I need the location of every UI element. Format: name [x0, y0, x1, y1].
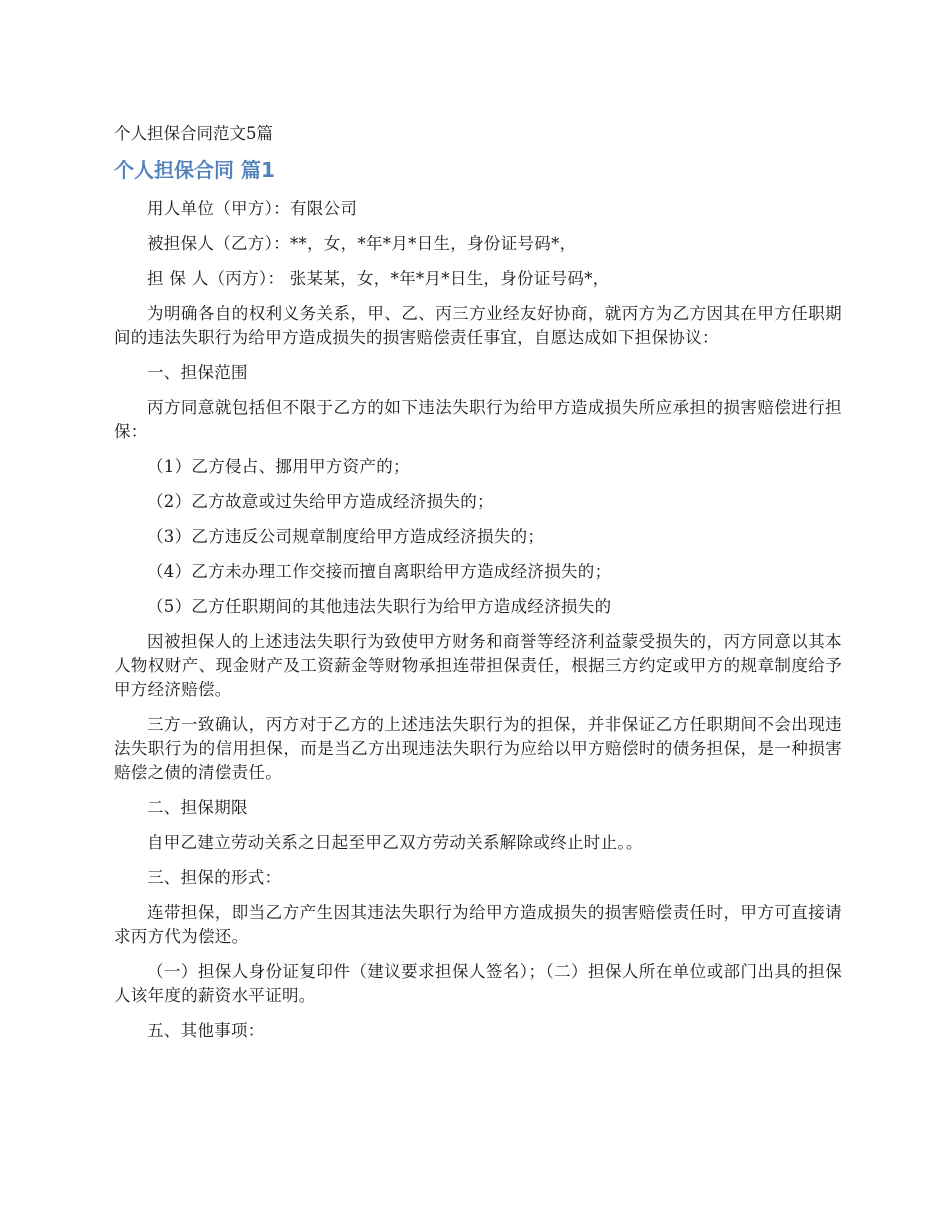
liability-paragraph: 因被担保人的上述违法失职行为致使甲方财务和商誉等经济利益蒙受损失的，丙方同意以其本人物权财产、现金财产及工资薪金等财物承担连带担保责任，根据三方约定或甲方的规章制度给予甲方经济赔偿。 [114, 632, 842, 699]
section-form-heading: 三、担保的形式： [147, 868, 282, 887]
scope-item-4: （4）乙方未办理工作交接而擅自离职给甲方造成经济损失的； [147, 562, 612, 581]
section-scope-heading: 一、担保范围 [147, 363, 248, 382]
employer-line: 用人单位（甲方）：有限公司 [147, 199, 358, 218]
attachments-paragraph: （一）担保人身份证复印件（建议要求担保人签名）；（二）担保人所在单位或部门出具的担保人该年度的薪资水平证明。 [114, 962, 842, 1005]
section-heading: 个人担保合同 篇1 [114, 158, 275, 182]
guaranteed-party-line: 被担保人（乙方）：**，女，*年*月*日生，身份证号码*， [147, 234, 577, 253]
confirmation-paragraph: 三方一致确认，丙方对于乙方的上述违法失职行为的担保，并非保证乙方任职期间不会出现违法失职行为的信用担保，而是当乙方出现违法失职行为应给以甲方赔偿时的债务担保，是一种损害赔偿之债的清偿责任。 [114, 715, 842, 782]
scope-intro-paragraph: 丙方同意就包括但不限于乙方的如下违法失职行为给甲方造成损失所应承担的损害赔偿进行担保： [114, 398, 842, 441]
form-paragraph: 连带担保，即当乙方产生因其违法失职行为给甲方造成损失的损害赔偿责任时，甲方可直接请求丙方代为偿还。 [114, 903, 842, 946]
preamble-paragraph: 为明确各自的权利义务关系，甲、乙、丙三方业经友好协商，就丙方为乙方因其在甲方任职期间的违法失职行为给甲方造成损失的损害赔偿责任事宜，自愿达成如下担保协议： [114, 304, 842, 347]
scope-item-5: （5）乙方任职期间的其他违法失职行为给甲方造成经济损失的 [147, 597, 612, 616]
guarantor-line: 担 保 人（丙方）： 张某某，女，*年*月*日生，身份证号码*， [147, 269, 610, 288]
document-body [114, 122, 842, 1054]
scope-item-1: （1）乙方侵占、挪用甲方资产的； [147, 457, 410, 476]
section-term-heading: 二、担保期限 [147, 798, 248, 817]
term-paragraph: 自甲乙建立劳动关系之日起至甲乙双方劳动关系解除或终止时止。。 [147, 833, 643, 852]
scope-item-2: （2）乙方故意或过失给甲方造成经济损失的； [147, 492, 494, 511]
document-title: 个人担保合同范文5篇 [114, 124, 273, 143]
section-other-heading: 五、其他事项： [147, 1021, 265, 1040]
scope-item-3: （3）乙方违反公司规章制度给甲方造成经济损失的； [147, 527, 545, 546]
